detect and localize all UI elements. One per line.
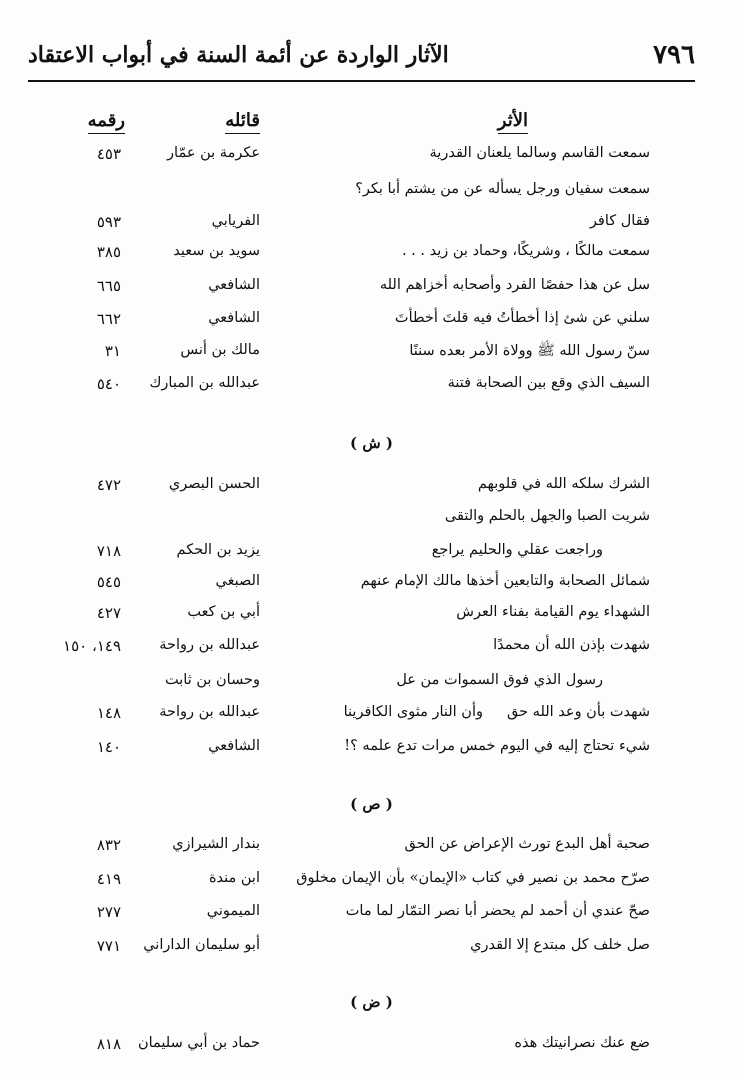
speaker-name: الميموني [206,903,260,919]
speaker-name: عبدالله بن رواحة [159,704,260,720]
athar-text: صل خلف كل مبتدع إلا القدري [470,937,650,953]
athar-text: صرّح محمد بن نصير في كتاب «الإيمان» بأن الإيمان مخلوق [296,870,650,886]
table-row [0,604,743,634]
table-row [0,937,743,967]
athar-number: ٤٧٢ [96,476,121,494]
speaker-name: الشافعي [208,310,260,326]
speaker-name: عبدالله بن المبارك [149,375,260,391]
athar-text: سمعت سفيان ورجل يسأله عن من يشتم أبا بكر؟ [355,181,650,197]
table-row [0,213,743,243]
speaker-name: الحسن البصري [168,476,260,492]
table-row [0,836,743,866]
header-rule [28,80,695,82]
table-row [0,375,743,405]
athar-text: شريت الصبا والجهل بالحلم والتقى [444,508,650,524]
table-row [0,243,743,273]
athar-number: ٣٨٥ [96,243,121,261]
athar-number: ١٤٨ [96,704,121,722]
athar-text: شمائل الصحابة والتابعين أخذها مالك الإمام عنهم [360,573,650,589]
table-row [0,342,743,372]
speaker-name: الفريابي [211,213,260,229]
table-row [0,145,743,175]
athar-number: ٨١٨ [96,1035,121,1053]
athar-text: الشهداء يوم القيامة بفناء العرش [456,604,650,620]
table-row [0,181,743,211]
athar-text: شيء تحتاج إليه في اليوم خمس مرات تدع علمه ؟! [344,738,650,754]
athar-number: ٦٦٢ [96,310,121,328]
athar-text: صحّ عندي أن أحمد لم يحضر أبا نصر التمّار لما مات [345,903,650,919]
speaker-name: عكرمة بن عمّار [167,145,260,161]
athar-number: ٧١٨ [96,542,121,560]
athar-text: سلني عن شئ إذا أخطأتُ فيه قلتَ أخطأتَ [394,310,650,326]
letter-heading: ( ص ) [350,795,393,813]
column-header-qail: قائله [225,110,260,131]
athar-text: شهدت بإذن الله أن محمدًا [493,637,650,653]
table-row [0,542,743,572]
page-header [28,38,695,78]
speaker-name: أبو سليمان الداراني [143,937,260,953]
speaker-name: الشافعي [208,738,260,754]
athar-text: سنّ رسول الله ﷺ وولاة الأمر بعده سننًا [409,343,650,359]
athar-number: ٢٧٧ [96,903,121,921]
table-row [0,476,743,506]
table-row [0,508,743,538]
page-number: ٧٩٦ [653,40,695,70]
table-row [0,903,743,933]
letter-heading: ( ش ) [350,434,393,452]
athar-text: فقال كافر [589,213,650,229]
speaker-name: بندار الشيرازي [172,836,260,852]
athar-text: سمعت مالكًا ، وشريكًا، وحماد بن زيد . . . [401,243,650,259]
table-row [0,573,743,603]
speaker-name: وحسان بن ثابت [165,672,260,688]
table-row [0,310,743,340]
table-row [0,637,743,667]
speaker-name: يزيد بن الحكم [176,542,260,558]
athar-text: ضع عنك نصرانيتك هذه [514,1035,650,1051]
athar-text: رسول الذي فوق السموات من عل [396,672,603,688]
athar-number: ٤١٩ [96,870,121,888]
athar-number: ٥٤٠ [96,375,121,393]
athar-number: ١٤٩، ١٥٠ [63,637,121,655]
speaker-name: أبي بن كعب [187,604,260,620]
athar-number: ٦٦٥ [96,277,121,295]
athar-text: سمعت القاسم وسالما يلعنان القدرية [429,145,650,161]
running-title: الآثار الواردة عن أئمة السنة في أبواب الاعتقاد [28,42,449,68]
athar-text: الشرك سلكه الله في قلوبهم [477,476,650,492]
speaker-name: حماد بن أبي سليمان [137,1035,260,1051]
athar-text: شهدت بأن وعد الله حق [507,704,650,720]
athar-text: صحبة أهل البدع تورث الإعراض عن الحق [404,836,650,852]
table-row [0,870,743,900]
table-row [0,1035,743,1065]
athar-text: السيف الذي وقع بين الصحابة فتنة [447,375,650,391]
letter-heading: ( ض ) [350,993,393,1011]
athar-number: ٥٤٥ [96,573,121,591]
athar-text: وراجعت عقلي والحليم يراجع [431,542,603,558]
column-header-athar: الأثر [498,110,528,131]
athar-number: ٧٧١ [96,937,121,955]
athar-number: ٤٥٣ [96,145,121,163]
athar-number: ٨٣٢ [96,836,121,854]
speaker-name: ابن مندة [208,870,260,886]
athar-number: ١٤٠ [96,738,121,756]
athar-number: ٣١ [104,342,121,360]
table-row [0,672,743,702]
athar-text-second-hemistich: وأن النار مثوى الكافرينا [343,704,483,720]
speaker-name: عبدالله بن رواحة [159,637,260,653]
table-row [0,738,743,768]
speaker-name: مالك بن أنس [180,342,260,358]
table-row [0,277,743,307]
athar-number: ٤٢٧ [96,604,121,622]
column-header-raqm: رقمه [88,110,125,131]
speaker-name: الشافعي [208,277,260,293]
speaker-name: سويد بن سعيد [173,243,260,259]
table-row [0,704,743,734]
athar-text: سل عن هذا حفصًا الفرد وأصحابه أخزاهم الله [379,277,650,293]
athar-number: ٥٩٣ [96,213,121,231]
speaker-name: الصبغي [215,573,260,589]
